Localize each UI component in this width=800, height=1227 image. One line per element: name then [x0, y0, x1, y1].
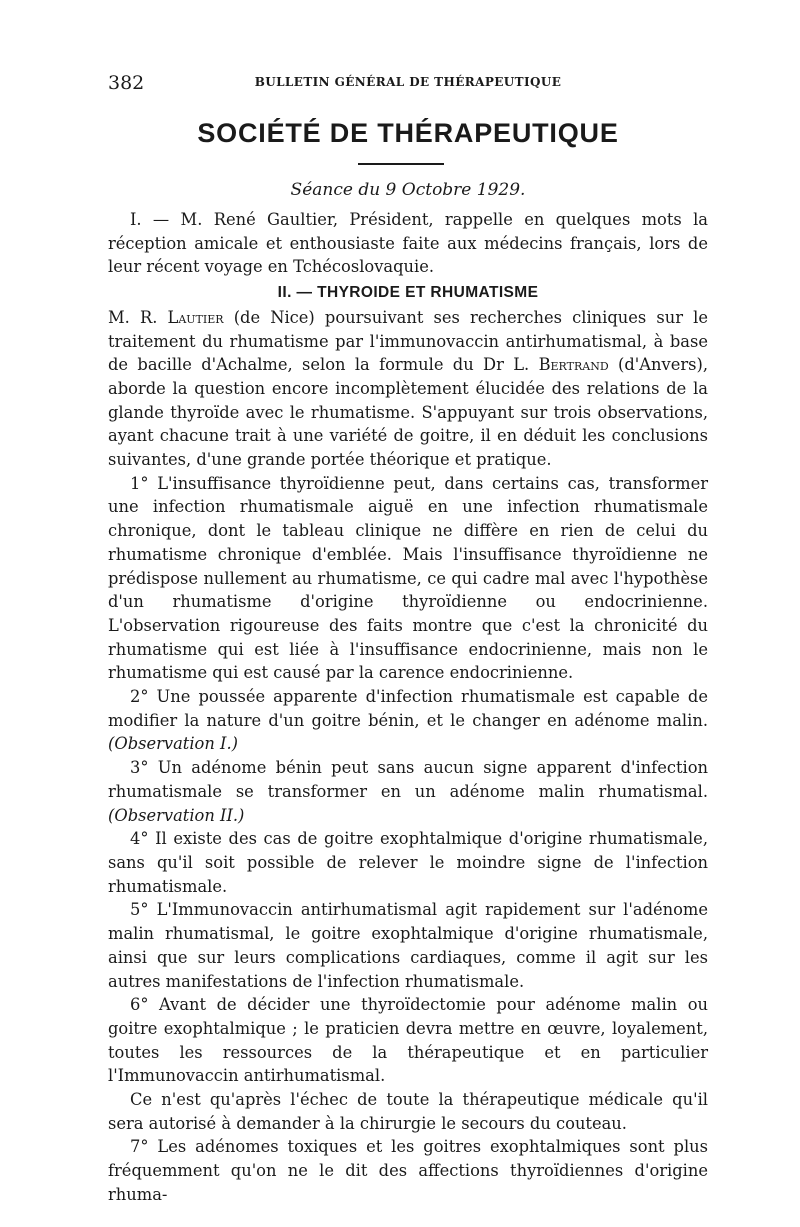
page-number: 382 — [108, 72, 145, 94]
conclusion-3 — [108, 756, 708, 827]
paragraph-intro — [108, 306, 708, 472]
conclusion-7: 7° Les adénomes toxiques et les goitres exophtalmiques sont plus fréquemment qu'on ne le dit des affections thyroïdiennes d'origine rhuma- — [108, 1137, 708, 1204]
conclusion-2-text: 2° Une poussée apparente d'infection rhumatismale est capable de modifier la nature d'un goitre bénin, et le changer en adénome malin. — [108, 687, 708, 730]
observation-1-ref: (Observation I.) — [108, 734, 238, 754]
conclusion-6: 6° Avant de décider une thyroïdectomie pour adénome malin ou goitre exophtalmique ; le praticien devra mettre en œuvre, loyalement, toutes les ressources de la thérapeutique et en particulier l'Immunovaccin antirhumatismal. — [108, 995, 708, 1086]
conclusion-3-text: 3° Un adénome bénin peut sans aucun signe apparent d'infection rhumatismale se transformer en un adénome malin rhumatismal. — [108, 758, 708, 801]
observation-2-ref: (Observation II.) — [108, 805, 245, 825]
paragraph-item-1: I. — M. René Gaultier, Président, rappelle en quelques mots la réception amicale et enthousiaste faite aux médecins français, lors de leur récent voyage en Tchécoslovaquie. — [108, 210, 708, 277]
conclusion-6-followup: Ce n'est qu'après l'échec de toute la thérapeutique médicale qu'il sera autorisé à demander à la chirurgie le secours du couteau. — [108, 1090, 708, 1133]
conclusion-1: 1° L'insuffisance thyroïdienne peut, dans certains cas, transformer une infection rhumatismale aiguë en une infection rhumatismale chronique, dont le tableau clinique ne diffère en rien de celui du rhumatisme chronique d'emblée. Mais l'insuffisance thyroïdienne ne prédispose nullement au rhumatisme, ce qui cadre mal avec l'hypothèse d'un rhumatisme d'origine thyroïdienne ou endocrinienne. L'observation rigoureuse des faits montre que c'est la chronicité du rhumatisme qui est liée à l'insuffisance endocrinienne, mais non le rhumatisme qui est causé par la carence endocrinienne. — [108, 473, 708, 683]
intro-part-c: (d'Anvers), aborde la question encore incomplètement élucidée des relations de la glande thyroïde avec le rhumatisme. S'appuyant sur trois observations, ayant chacune trait à une variété de goitre, il en déduit les conclusions suivantes, d'une grande portée théorique et pratique. — [108, 355, 708, 470]
subheading-thyroide-rhumatisme: II. — THYROIDE ET RHUMATISME — [277, 284, 539, 302]
author-name: Lautier — [167, 307, 224, 327]
conclusion-5: 5° L'Immunovaccin antirhumatismal agit rapidement sur l'adénome malin rhumatismal, le goitre exophtalmique d'origine rhumatismale, ainsi que sur leurs complications cardiaques, comme il agit sur les autres manifestations de l'infection rhumatismale. — [108, 900, 708, 991]
intro-part-b: (de Nice) poursuivant ses recherches cliniques sur le traitement du rhumatisme par l'immunovaccin antirhumatismal, à base de bacille d'Achalme, selon la formule du Dr L. — [108, 307, 708, 375]
running-header — [108, 72, 708, 96]
conclusion-2 — [108, 685, 708, 756]
title-rule — [358, 163, 444, 165]
intro-part-a: M. R. — [108, 307, 168, 327]
conclusion-4: 4° Il existe des cas de goitre exophtalmique d'origine rhumatismale, sans qu'il soit possible de relever le moindre signe de l'infection rhumatismale. — [108, 829, 708, 896]
section-title: SOCIÉTÉ DE THÉRAPEUTIQUE — [197, 118, 619, 148]
article-body — [108, 208, 708, 1207]
reference-name: Bertrand — [538, 355, 609, 375]
session-date: Séance du 9 Octobre 1929. — [290, 180, 526, 200]
journal-title: BULLETIN GÉNÉRAL DE THÉRAPEUTIQUE — [254, 75, 562, 89]
